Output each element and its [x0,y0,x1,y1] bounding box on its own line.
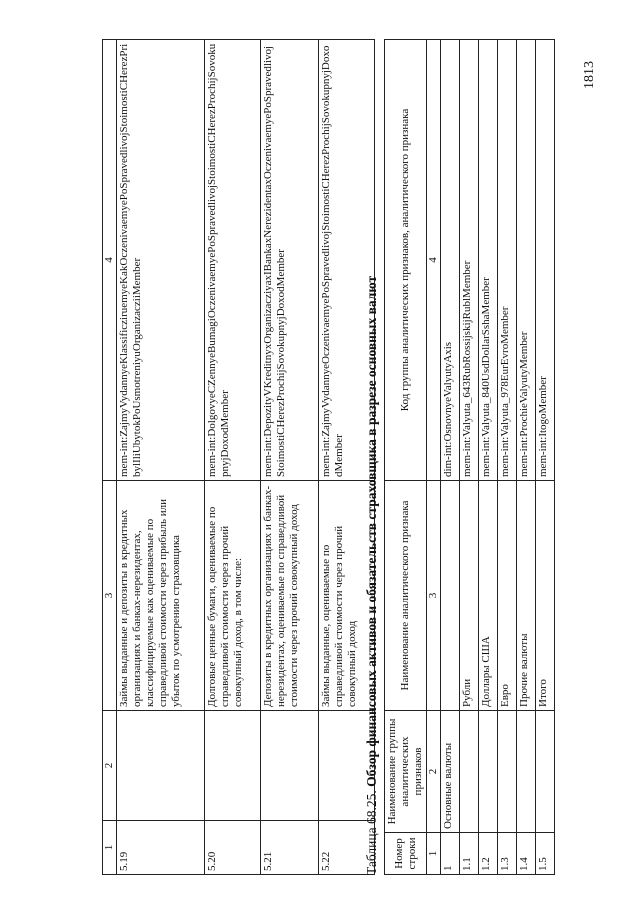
row-code: mem-int:ItogoMember [536,40,555,481]
column-number-row [427,40,441,875]
row-description: Долговые ценные бумаги, оцениваемые по справедливой стоимости через прочий совокупный доход, в том числе: [205,481,261,711]
row-number: 1 [441,833,460,875]
currency-breakdown-table [384,39,555,875]
row-code: mem-int:Valyuta_978EurEvroMember [498,40,517,481]
row-number: 1.3 [498,833,517,875]
page-number: 1813 [582,61,597,89]
group-name: Основные валюты [441,711,460,833]
rotated-page-content [72,40,612,875]
attribute-name [441,481,460,711]
row-number: 5.20 [205,821,261,875]
table-row [479,40,498,875]
assets-table-continuation [102,39,375,875]
group-name [498,711,517,833]
row-number: 1.2 [479,833,498,875]
column-header-row-number: Номер строки [385,833,427,875]
row-number: 1.5 [536,833,555,875]
group-name [205,711,261,821]
group-name [536,711,555,833]
row-number: 1.4 [517,833,536,875]
column-number: 3 [427,481,441,711]
row-number: 5.22 [319,821,375,875]
group-name [460,711,479,833]
table-row [536,40,555,875]
row-code: mem-int:ZajmyVydannyeOczenivaemyePoSpravedlivojStoimostiCHerezProchijSovokupnyjDoxodMember [319,40,375,481]
row-number: 5.19 [117,821,205,875]
column-header-attribute-name: Наименование аналитического признака [385,481,427,711]
row-code: mem-int:Valyuta_840UsdDollarSshaMember [479,40,498,481]
group-name [517,711,536,833]
table-row [460,40,479,875]
column-number: 1 [427,833,441,875]
attribute-name: Рубли [460,481,479,711]
row-description: Займы выданные, оцениваемые по справедливой стоимости через прочий совокупный доход [319,481,375,711]
header-cell: 4 [103,40,117,481]
attribute-name: Прочие валюты [517,481,536,711]
table-row [261,40,319,875]
attribute-name: Итого [536,481,555,711]
row-description: Займы выданные и депозиты в кредитных организациях и банках-нерезидентах, классифицируемые как оцениваемые по справедливой стоимости через прибыль или убыток по усмотрению страховщика [117,481,205,711]
group-name [261,711,319,821]
row-code: mem-int:ProchieValyutyMember [517,40,536,481]
row-description: Депозиты в кредитных организациях и банках-нерезидентах, оцениваемые по справедливой стоимости через прочий совокупный доход [261,481,319,711]
row-code: mem-int:DepozityVKreditnyxOrganizacziyaxIBankaxNerezidentaxOczenivaemyePoSpravedlivojStoimostiCHerezProchijSovokupnyjDoxodMember [261,40,319,481]
group-name [479,711,498,833]
row-number: 5.21 [261,821,319,875]
table-title-text: Обзор финансовых активов и обязательств страховщика в разрезе основных валют [364,275,379,787]
table-row [441,40,460,875]
column-header-row [385,40,427,875]
column-header-code: Код группы аналитических признаков, аналитического признака [385,40,427,481]
table-number: Таблица 68.25. [364,790,379,875]
attribute-name: Доллары США [479,481,498,711]
row-code: mem-int:DolgovyeCZennyeBumagiOczenivaemyePoSpravedlivojStoimostiCHerezProchijSovokupnyjDoxodMember [205,40,261,481]
header-cell: 3 [103,481,117,711]
attribute-name: Евро [498,481,517,711]
column-number: 4 [427,40,441,481]
header-cell: 2 [103,711,117,821]
table-row [498,40,517,875]
table-header-row [103,40,117,875]
row-code: mem-int:Valyuta_643RubRossijskijRublMember [460,40,479,481]
table-row [517,40,536,875]
group-name [117,711,205,821]
row-code: dim-int:OsnovnyeValyutyAxis [441,40,460,481]
row-code: mem-int:ZajmyVydannyeKlassificziruemyeKakOczenivaemyePoSpravedlivojStoimostiCHerezPribylIliUbytokPoUsmotreniyuOrganizacziiMember [117,40,205,481]
header-cell: 1 [103,821,117,875]
table-row [205,40,261,875]
column-header-group-name: Наименование группы аналитических признаков [385,711,427,833]
table-row [117,40,205,875]
column-number: 2 [427,711,441,833]
table-title [364,40,380,875]
row-number: 1.1 [460,833,479,875]
